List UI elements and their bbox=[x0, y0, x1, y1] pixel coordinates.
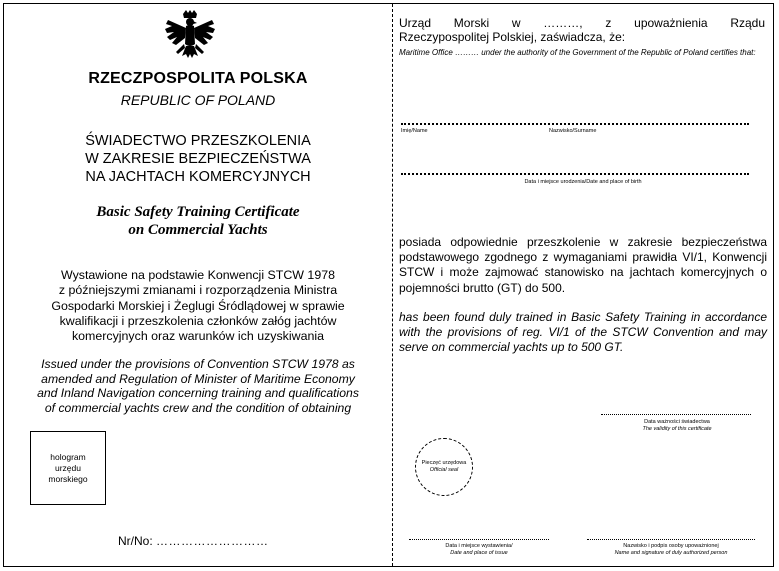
issuer-statement-en: Maritime Office ……… under the authority of the Government of the Republic of Poland certifies that: bbox=[399, 48, 756, 57]
signature-label-en: Name and signature of duly authorized person bbox=[614, 550, 728, 556]
title-en-line: Basic Safety Training Certificate bbox=[96, 204, 300, 220]
legal-basis-en bbox=[18, 357, 378, 416]
training-statement-pl: posiada odpowiednie przeszkolenie w zakresie bezpieczeństwa podstawowego zgodnego z wymaganiami prawidła VI/1, Konwencji STCW i może zajmować stanowisko na jachtach komercyjnych o pojemności brutto (GT) do 500. bbox=[399, 235, 767, 295]
birth-label: Data i miejsce urodzenia/Date and place of birth bbox=[524, 179, 642, 185]
signature-label bbox=[587, 543, 755, 557]
validity-label-en: The validity of this certificate bbox=[642, 426, 712, 432]
signature-label-pl: Nazwisko i podpis osoby upoważnionej bbox=[623, 543, 719, 549]
issue-date-field[interactable] bbox=[409, 539, 549, 540]
surname-label: Nazwisko/Surname bbox=[549, 128, 597, 134]
legal-basis-en-line: amended and Regulation of Minister of Maritime Economy bbox=[41, 371, 355, 386]
validity-label bbox=[607, 419, 747, 433]
issue-date-label-en: Date and place of issue bbox=[450, 550, 508, 556]
polish-eagle-emblem bbox=[164, 10, 216, 66]
certificate-title-pl bbox=[4, 132, 392, 186]
title-en-line: on Commercial Yachts bbox=[128, 222, 268, 238]
legal-basis-pl bbox=[14, 268, 382, 344]
hologram-text: hologram bbox=[50, 451, 86, 462]
legal-basis-pl-line: z późniejszymi zmianami i rozporządzenia Ministra bbox=[58, 283, 338, 298]
issue-date-label bbox=[409, 543, 549, 557]
training-statement-en: has been found duly trained in Basic Safety Training in accordance with the provisions of reg. VI/1 of the STCW Convention and may serve on commercial yachts up to 500 GT. bbox=[399, 310, 767, 355]
left-panel bbox=[4, 4, 392, 566]
hologram-text: urzędu bbox=[55, 462, 81, 473]
legal-basis-pl-line: Wystawione na podstawie Konwencji STCW 1978 bbox=[61, 268, 335, 282]
number-label: Nr/No: bbox=[118, 534, 153, 548]
hologram-text: morskiego bbox=[48, 473, 88, 484]
right-panel bbox=[393, 4, 773, 566]
legal-basis-pl-line: Gospodarki Morskiej i Żeglugi Śródlądowej w sprawie bbox=[51, 298, 345, 313]
validity-field[interactable] bbox=[601, 414, 751, 415]
title-pl-line: W ZAKRESIE BEZPIECZEŃSTWA bbox=[85, 151, 311, 167]
title-pl-line: NA JACHTACH KOMERCYJNYCH bbox=[85, 169, 311, 185]
issuer-statement-line1: Urząd Morski w ………, z upoważnienia Rządu bbox=[399, 16, 765, 30]
name-field[interactable] bbox=[401, 123, 749, 125]
legal-basis-en-line: Issued under the provisions of Convention STCW 1978 as bbox=[41, 357, 355, 371]
legal-basis-en-line: of commercial yachts crew and the condition of obtaining bbox=[44, 401, 352, 416]
seal-label-en: Official seal bbox=[429, 467, 459, 473]
hologram-box bbox=[30, 431, 106, 505]
validity-label-pl: Data ważności świadectwa bbox=[644, 419, 710, 425]
certificate-title-en bbox=[4, 203, 392, 239]
legal-basis-pl-line: komercyjnych oraz warunków ich uzyskiwania bbox=[71, 329, 325, 344]
legal-basis-pl-line: kwalifikacji i przeszkolenia członków załóg jachtów bbox=[59, 313, 337, 328]
birth-field[interactable] bbox=[401, 173, 749, 175]
legal-basis-en-line: and Inland Navigation concerning training and qualifications bbox=[37, 386, 359, 401]
number-field[interactable]: ……………………… bbox=[156, 534, 269, 548]
issue-date-label-pl: Data i miejsce wystawienia/ bbox=[445, 543, 513, 549]
issuer-statement-line2: Rzeczypospolitej Polskiej, zaświadcza, że: bbox=[399, 30, 626, 44]
country-name-pl: RZECZPOSPOLITA POLSKA bbox=[88, 70, 308, 87]
country-name-en: REPUBLIC OF POLAND bbox=[120, 92, 276, 108]
name-label: Imię/Name bbox=[401, 128, 428, 134]
official-seal-placeholder bbox=[415, 438, 473, 496]
seal-label-pl: Pieczęć urzędowa bbox=[421, 460, 467, 466]
title-pl-line: ŚWIADECTWO PRZESZKOLENIA bbox=[85, 133, 311, 149]
certificate-number bbox=[118, 534, 269, 548]
signature-field[interactable] bbox=[587, 539, 755, 540]
certificate-page bbox=[3, 3, 774, 567]
